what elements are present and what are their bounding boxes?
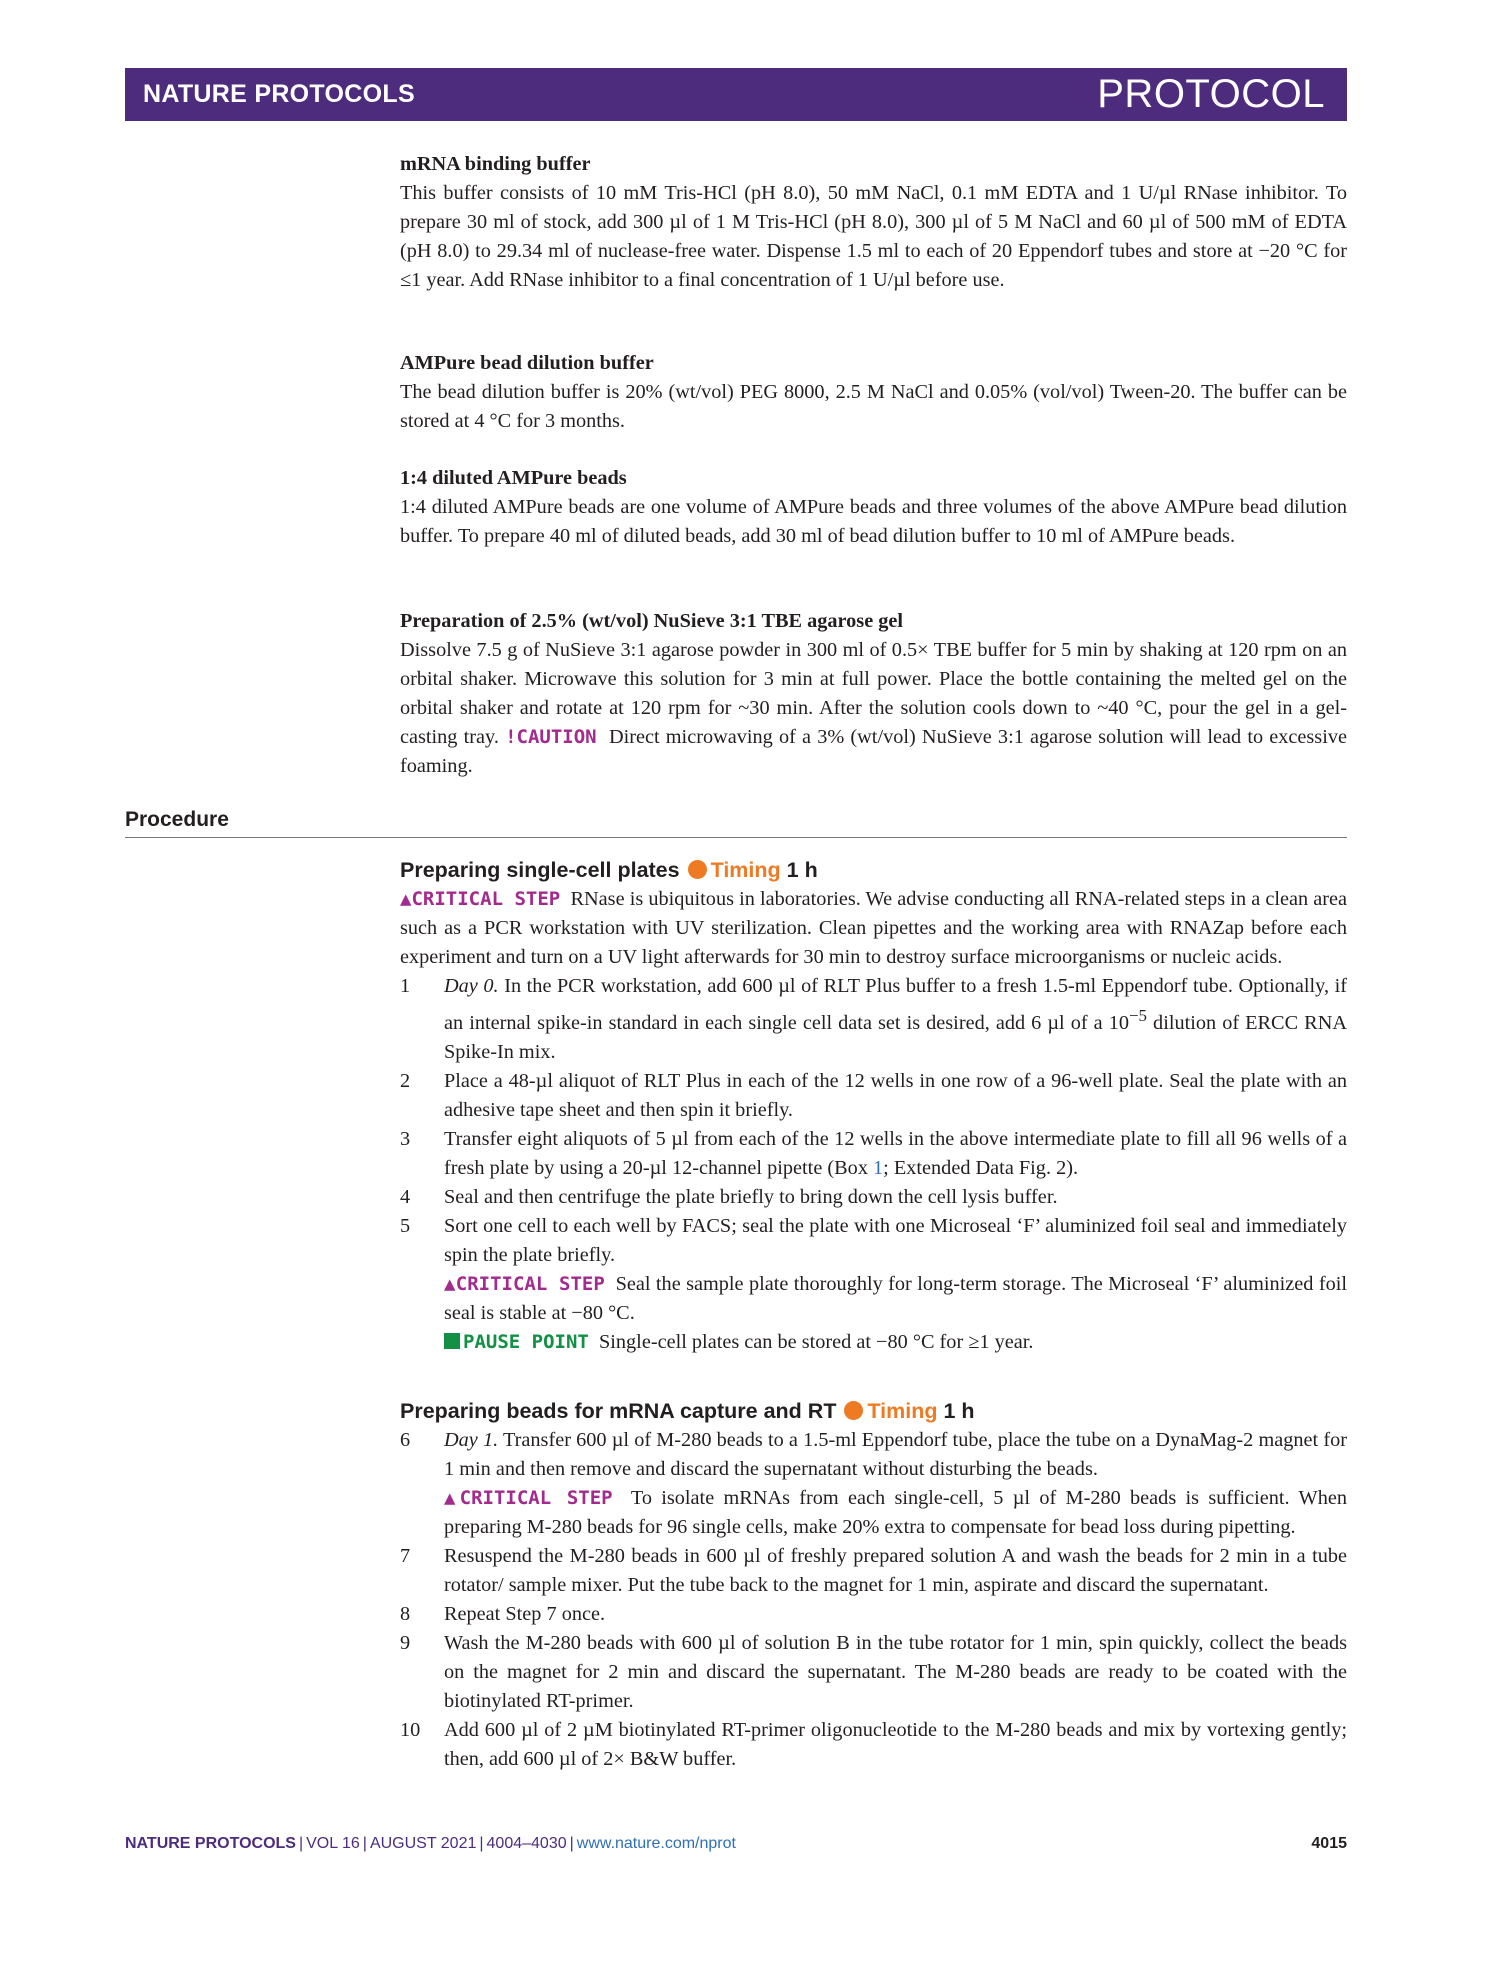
timing-value: 1 h [943,1399,975,1423]
step-9 [400,1629,1347,1716]
recipe-diluted-ampure-beads [400,464,1347,551]
recipe-title: AMPure bead dilution buffer [400,352,654,374]
section-title-text: Preparing single-cell plates [400,858,680,882]
step-number: 8 [400,1603,411,1625]
critical-step-note [400,885,1347,972]
recipe-title: 1:4 diluted AMPure beads [400,467,627,489]
critical-step-note [444,1484,1347,1542]
step-number: 6 [400,1429,411,1451]
box-link[interactable]: 1 [873,1156,884,1179]
step-text: Sort one cell to each well by FACS; seal the plate with one Microseal ‘F’ aluminized foil seal and immediately spin the plate briefly. [444,1214,1347,1266]
step-number: 5 [400,1214,411,1237]
recipe-mrna-binding-buffer [400,150,1347,295]
step-number: 2 [400,1069,411,1092]
step-text-after: dilution of ERCC RNA Spike-In mix. [444,1011,1347,1063]
step-list [400,1426,1347,1774]
step-list [400,972,1347,1357]
caution-label: !CAUTION [505,726,597,748]
recipe-text: This buffer consists of 10 mM Tris-HCl (pH 8.0), 50 mM NaCl, 0.1 mM EDTA and 1 U/µl RNase inhibitor. To prepare 30 ml of stock, add 300 µl of 1 M Tris-HCl (pH 8.0), 300 µl of 5 M NaCl and 60 µl of 500 mM of EDTA (pH 8.0) to 29.34 ml of nuclease-free water. Dispense 1.5 ml to each of 20 Eppendorf tubes and store at −20 °C for ≤1 year. Add RNase inhibitor to a final concentration of 1 U/µl before use. [400,182,1347,291]
step-text: Resuspend the M-280 beads in 600 µl of freshly prepared solution A and wash the beads for 2 min in a tube rotator/ sample mixer. Put the tube back to the magnet for 1 min, aspirate and discard the supernatant. [444,1545,1347,1596]
footer-url[interactable]: www.nature.com/nprot [576,1835,736,1852]
step-10 [400,1716,1347,1774]
critical-step-note [444,1270,1347,1328]
critical-step-label: ▲CRITICAL STEP [400,888,561,910]
timing-dot-icon [688,860,707,879]
step-text: Wash the M-280 beads with 600 µl of solution B in the tube rotator for 1 min, spin quickly, collect the beads on the magnet for 2 min and discard the supernatant. The M-280 beads are ready to be coated with the biotinylated RT-primer. [444,1632,1347,1712]
step-text: Seal and then centrifuge the plate briefly to bring down the cell lysis buffer. [444,1185,1058,1208]
article-type: PROTOCOL [1097,72,1325,116]
step-4 [400,1183,1347,1212]
section-title [400,1396,1347,1426]
footer-citation: NATURE PROTOCOLS | VOL 16 | AUGUST 2021 | 4004–4030 | www.nature.com/nprot [125,1835,736,1852]
step-number: 3 [400,1127,411,1150]
step-superscript: −5 [1129,1006,1147,1025]
step-number: 10 [400,1719,421,1741]
step-day: Day 0. [444,975,499,997]
step-text: Place a 48-µl aliquot of RLT Plus in each of the 12 wells in one row of a 96-well plate. Seal the plate with an adhesive tape sheet and then spin it briefly. [444,1069,1347,1121]
critical-step-label: ▲CRITICAL STEP [444,1272,605,1295]
step-8 [400,1600,1347,1629]
critical-step-label: ▲CRITICAL STEP [444,1487,613,1509]
critical-step-text: RNase is ubiquitous in laboratories. We advise conducting all RNA-related steps in a clean area such as a PCR workstation with UV sterilization. Clean pipettes and the working area with RNAZap before each experiment and turn on a UV light afterwards for 30 min to destroy surface microorganisms or nucleic acids. [400,888,1347,968]
step-day: Day 1. [444,1429,499,1451]
pause-point-note [444,1328,1347,1357]
section-title-text: Preparing beads for mRNA capture and RT [400,1399,837,1423]
step-2 [400,1067,1347,1125]
step-number: 4 [400,1185,411,1208]
footer-journal: NATURE PROTOCOLS [125,1835,296,1852]
recipe-title: Preparation of 2.5% (wt/vol) NuSieve 3:1 TBE agarose gel [400,610,904,632]
section-title [400,855,1347,885]
step-number: 7 [400,1545,411,1567]
footer-volume: VOL 16 [306,1835,360,1852]
caution-text: Direct microwaving of a 3% (wt/vol) NuSieve 3:1 agarose solution will lead to excessive foaming. [400,726,1347,777]
step-text: Add 600 µl of 2 µM biotinylated RT-primer oligonucleotide to the M-280 beads and mix by vortexing gently; then, add 600 µl of 2× B&W buffer. [444,1719,1347,1770]
footer-pages: 4004–4030 [486,1835,567,1852]
pause-square-icon [444,1333,460,1349]
step-7 [400,1542,1347,1600]
step-1 [400,972,1347,1067]
pause-point-label: PAUSE POINT [463,1330,589,1353]
critical-step-text: To isolate mRNAs from each single-cell, 5 µl of M-280 beads is sufficient. When preparing M-280 beads for 96 single cells, make 20% extra to compensate for bead loss during pipetting. [444,1487,1347,1538]
recipe-agarose-gel [400,607,1347,781]
recipe-text-main: Dissolve 7.5 g of NuSieve 3:1 agarose powder in 300 ml of 0.5× TBE buffer for 5 min by shaking at 120 rpm on an orbital shaker. Microwave this solution for 3 min at full power. Place the bottle containing the melted gel on the orbital shaker and rotate at 120 rpm for ~30 min. After the solution cools down to ~40 °C, pour the gel in a gel-casting tray. [400,639,1347,748]
recipe-text [400,636,1347,781]
critical-step-text: Seal the sample plate thoroughly for long-term storage. The Microseal ‘F’ aluminized foil seal is stable at −80 °C. [444,1272,1348,1324]
recipe-text: The bead dilution buffer is 20% (wt/vol) PEG 8000, 2.5 M NaCl and 0.05% (vol/vol) Tween-20. The buffer can be stored at 4 °C for 3 months. [400,381,1347,432]
recipe-text: 1:4 diluted AMPure beads are one volume of AMPure beads and three volumes of the above AMPure bead dilution buffer. To prepare 40 ml of diluted beads, add 30 ml of bead dilution buffer to 10 ml of AMPure beads. [400,496,1347,547]
pause-point-text: Single-cell plates can be stored at −80 °C for ≥1 year. [598,1330,1034,1353]
step-number: 9 [400,1632,411,1654]
recipe-ampure-dilution-buffer [400,349,1347,436]
step-text: In the PCR workstation, add 600 µl of RLT Plus buffer to a fresh 1.5-ml Eppendorf tube. Optionally, if an internal spike-in standard in each single cell data set is desired, add 6 µl of a 10 [444,975,1347,1034]
step-3 [400,1125,1347,1183]
step-text-after: ; Extended Data Fig. 2). [883,1156,1079,1179]
timing-label: Timing [867,1399,938,1423]
step-text: Transfer 600 µl of M-280 beads to a 1.5-ml Eppendorf tube, place the tube on a DynaMag-2 magnet for 1 min and then remove and discard the supernatant without disturbing the beads. [444,1429,1347,1480]
timing-dot-icon [844,1401,863,1420]
recipe-title: mRNA binding buffer [400,153,591,175]
step-text: Transfer eight aliquots of 5 µl from each of the 12 wells in the above intermediate plate to fill all 96 wells of a fresh plate by using a 20-µl 12-channel pipette (Box [444,1127,1347,1179]
step-6 [400,1426,1347,1542]
section-single-cell-plates [400,855,1347,1357]
step-text: Repeat Step 7 once. [444,1603,606,1625]
timing-label: Timing [710,858,781,882]
section-beads-mrna-capture [400,1396,1347,1774]
step-number: 1 [400,975,411,997]
journal-header-bar [125,68,1347,121]
procedure-heading: Procedure [125,808,1347,838]
step-5 [400,1212,1347,1357]
timing-value: 1 h [786,858,818,882]
journal-name: NATURE PROTOCOLS [143,80,415,108]
footer-date: AUGUST 2021 [369,1835,477,1852]
page-number: 4015 [1311,1835,1347,1852]
